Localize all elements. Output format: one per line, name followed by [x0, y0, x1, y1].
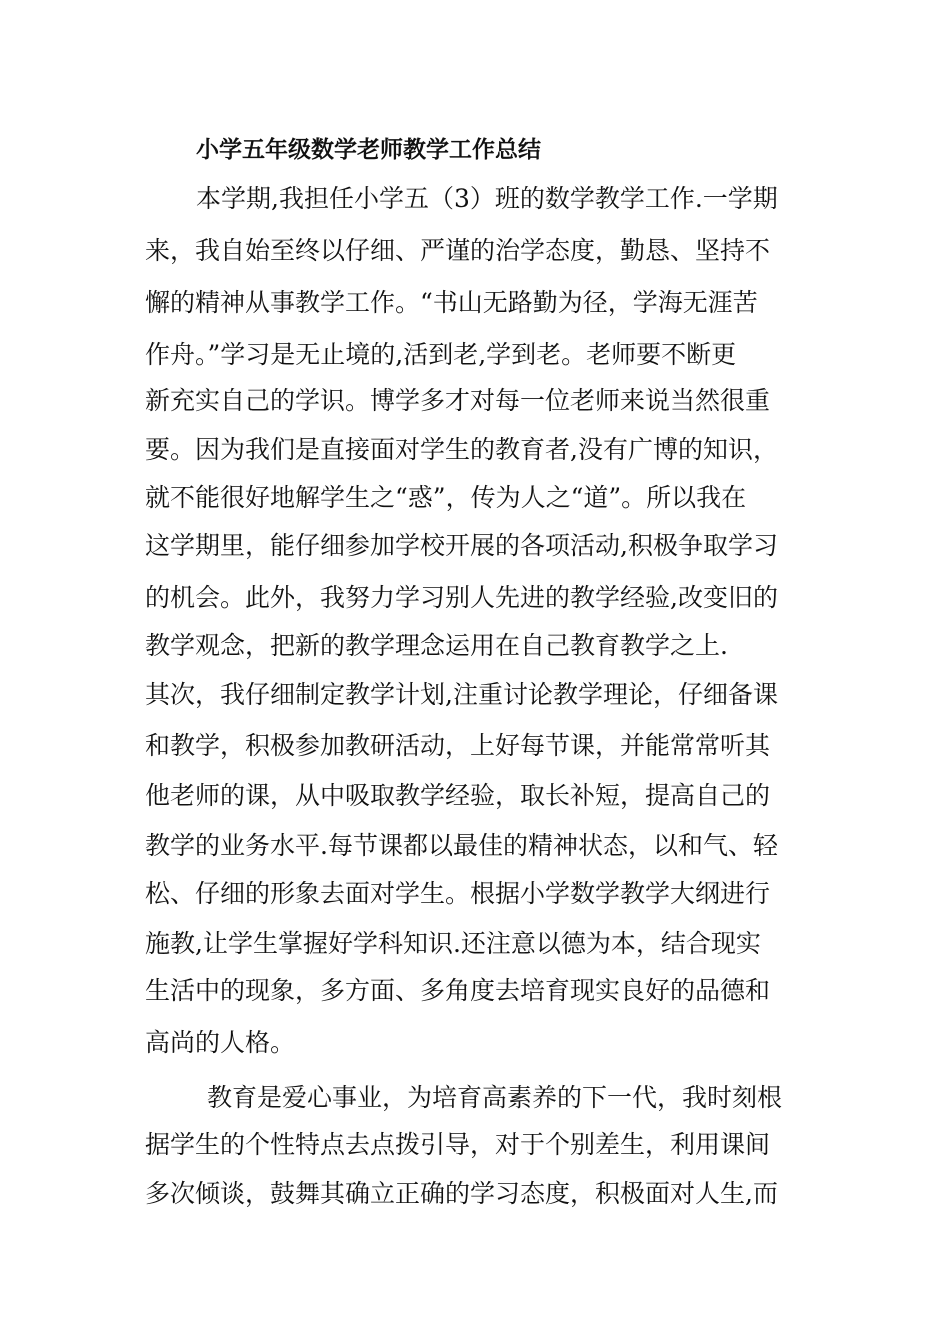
paragraph-1-line-1: 本学期,我担任小学五（3）班的数学教学工作.一学期	[196, 184, 778, 213]
paragraph-3-line-1: 教育是爱心事业，为培育高素养的下一代，我时刻根	[207, 1083, 783, 1112]
paragraph-3-line-3: 多次倾谈，鼓舞其确立正确的学习态度，积极面对人生,而	[145, 1179, 778, 1208]
paragraph-2-line-8: 高尚的人格。	[145, 1028, 296, 1057]
paragraph-1-line-2: 来，我自始至终以仔细、严谨的治学态度，勤恳、坚持不	[145, 236, 771, 265]
paragraph-1-line-8: 这学期里，能仔细参加学校开展的各项活动,积极争取学习	[145, 531, 778, 560]
paragraph-2-line-3: 他老师的课，从中吸取教学经验，取长补短，提高自己的	[145, 781, 771, 810]
paragraph-2-line-4: 教学的业务水平.每节课都以最佳的精神状态，以和气、轻	[145, 831, 778, 860]
paragraph-1-line-9: 的机会。此外，我努力学习别人先进的教学经验,改变旧的	[145, 583, 778, 612]
document-title: 小学五年级数学老师教学工作总结	[196, 137, 541, 163]
paragraph-1-line-6: 要。因为我们是直接面对学生的教育者,没有广博的知识，	[145, 435, 778, 464]
paragraph-3-line-2: 据学生的个性特点去点拨引导，对于个别差生，利用课间	[145, 1130, 771, 1159]
paragraph-1-line-5: 新充实自己的学识。博学多才对每一位老师来说当然很重	[145, 386, 771, 415]
paragraph-1-line-10: 教学观念，把新的教学理念运用在自己教育教学之上.	[145, 631, 728, 660]
paragraph-2-line-7: 生活中的现象，多方面、多角度去培育现实良好的品德和	[145, 976, 771, 1005]
paragraph-1-line-7: 就不能很好地解学生之“惑”，传为人之“道”。所以我在	[145, 483, 747, 512]
paragraph-2-line-6: 施教,让学生掌握好学科知识.还注意以德为本，结合现实	[145, 929, 761, 958]
paragraph-2-line-1: 其次，我仔细制定教学计划,注重讨论教学理论，仔细备课	[145, 680, 778, 709]
paragraph-1-line-4: 作舟。”学习是无止境的,活到老,学到老。老师要不断更	[145, 340, 737, 369]
paragraph-2-line-2: 和教学，积极参加教研活动，上好每节课，并能常常听其	[145, 731, 771, 760]
paragraph-2-line-5: 松、仔细的形象去面对学生。根据小学数学教学大纲进行	[145, 879, 771, 908]
paragraph-1-line-3: 懈的精神从事教学工作。“书山无路勤为径，学海无涯苦	[145, 288, 758, 317]
